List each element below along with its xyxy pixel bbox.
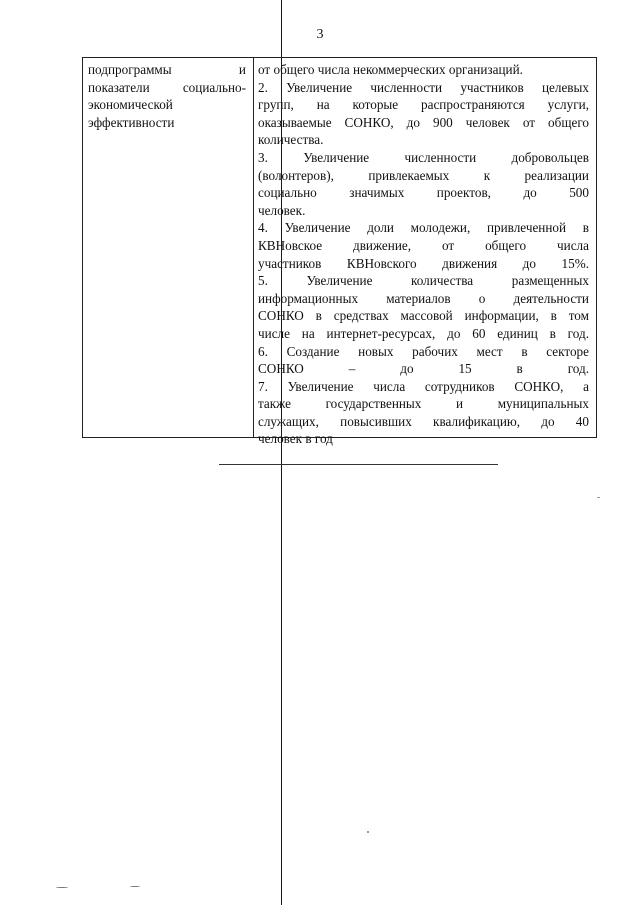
indicator-item-2 [258, 79, 589, 149]
indicator-item-3 [258, 149, 589, 219]
item-line: 3. Увеличение численности добровольцев [258, 149, 589, 165]
item-line: СОНКО в средствах массовой информации, в том [258, 308, 589, 324]
item-line: 2. Увеличение численности участников целевых [258, 79, 589, 95]
document-table [82, 57, 597, 447]
item-line: КВНовское движение, от общего числа [258, 237, 589, 253]
item-line: (волонтеров), привлекаемых к реализации [258, 167, 589, 183]
item-line: 7. Увеличение числа сотрудников СОНКО, а [258, 378, 589, 394]
item-line: человек. [258, 202, 306, 218]
column-divider [253, 58, 254, 437]
indicator-item-5 [258, 272, 589, 342]
item-line: информационных материалов о деятельности [258, 290, 589, 306]
item-line: 6. Создание новых рабочих мест в секторе [258, 343, 589, 359]
end-of-document-rule [219, 464, 498, 465]
right-cell-content [258, 61, 589, 448]
item-line: человек в год [258, 431, 333, 447]
left-cell-line: показатели социально- [88, 79, 246, 95]
item-line: числе на интернет-ресурсах, до 60 единиц в год. [258, 325, 589, 341]
left-cell-label [88, 61, 246, 131]
item-line: групп, на которые распространяются услуги, [258, 97, 589, 113]
item-line: количества. [258, 132, 324, 148]
item-line: 4. Увеличение доли молодежи, привлеченной в [258, 220, 589, 236]
item-line: СОНКО – до 15 в год. [258, 361, 589, 377]
indicator-item-6 [258, 343, 589, 378]
left-cell-line: эффективности [88, 114, 175, 130]
item-line: 5. Увеличение количества размещенных [258, 273, 589, 289]
indicator-item-7 [258, 378, 589, 448]
indicator-item-4 [258, 219, 589, 272]
left-cell-line: экономической [88, 97, 173, 113]
page-number: 3 [316, 27, 324, 42]
indicator-item-1 [258, 61, 589, 79]
item-line: оказываемые СОНКО, до 900 человек от общего [258, 114, 589, 130]
scan-speck [130, 886, 140, 887]
scan-speck [56, 887, 68, 888]
scan-speck [367, 831, 369, 833]
item-line: участников КВНовского движения до 15%. [258, 255, 589, 271]
item-line: также государственных и муниципальных [258, 396, 589, 412]
scan-speck [597, 497, 600, 498]
item-line: служащих, повысивших квалификацию, до 40 [258, 413, 589, 429]
item-line: от общего числа некоммерческих организаций. [258, 62, 523, 77]
item-line: социально значимых проектов, до 500 [258, 185, 589, 201]
left-cell-line: подпрограммы и [88, 62, 246, 77]
